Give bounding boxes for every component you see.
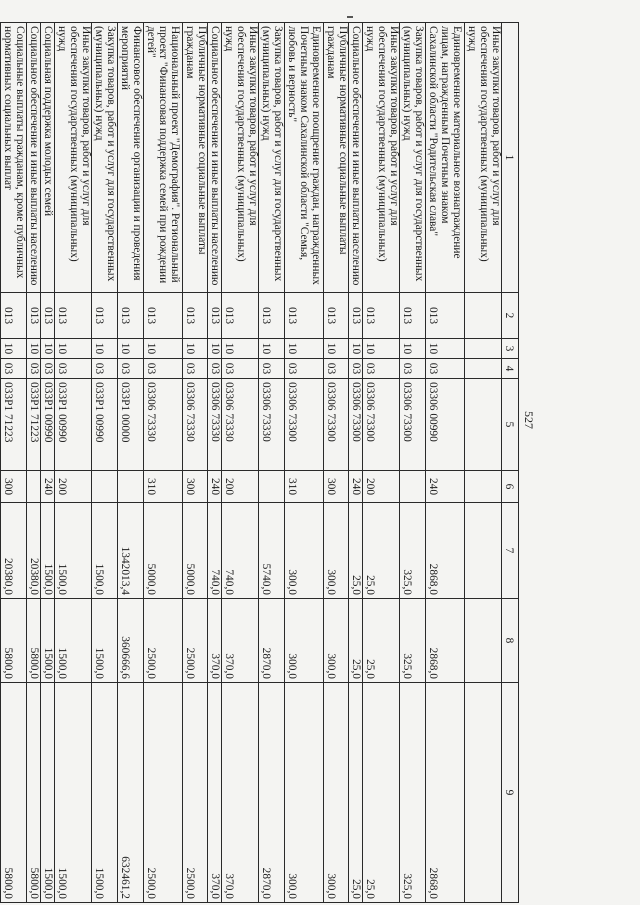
cell-col-3: 10 [92, 339, 118, 359]
cell-col-2: 013 [27, 293, 41, 339]
column-header-3: 3 [502, 339, 519, 359]
cell-col-7: 20380,0 [1, 503, 27, 599]
cell-col-3: 10 [259, 339, 285, 359]
cell-col-3: 10 [55, 339, 92, 359]
cell-col-7: 1342013,4 [118, 503, 144, 599]
cell-col-6: 240 [41, 471, 55, 503]
cell-col-9: 5800,0 [1, 683, 27, 903]
cell-col-3: 10 [426, 339, 465, 359]
cell-col-7: 300,0 [285, 503, 324, 599]
column-header-row [502, 23, 519, 903]
cell-col-9 [465, 683, 502, 903]
cell-col-4: 03 [259, 359, 285, 379]
cell-col-6 [400, 471, 426, 503]
cell-col-4: 03 [92, 359, 118, 379]
cell-col-1: Иные закупки товаров, работ и услуг для обеспечения государственных (муниципальных) нужд [465, 23, 502, 293]
cell-col-1: Единовременное материальное вознаграждение лицам, награжденным Почетным знаком Сахалинской области "Родительская слава" [426, 23, 465, 293]
cell-col-9: 2868,0 [426, 683, 465, 903]
cell-col-3: 10 [41, 339, 55, 359]
cell-col-9: 2500,0 [183, 683, 208, 903]
cell-col-1: Социальное обеспечение и иные выплаты населению [208, 23, 222, 293]
cell-col-2: 013 [41, 293, 55, 339]
cell-col-6 [27, 471, 41, 503]
cell-col-9: 25,0 [349, 683, 363, 903]
cell-col-5: 03306 73300 [349, 379, 363, 471]
table-row [259, 23, 285, 903]
cell-col-9: 632461,2 [118, 683, 144, 903]
cell-col-6: 300 [324, 471, 349, 503]
cell-col-9: 300,0 [324, 683, 349, 903]
cell-col-7: 5000,0 [183, 503, 208, 599]
cell-col-2: 013 [285, 293, 324, 339]
cell-col-8: 25,0 [363, 599, 400, 683]
cell-col-4: 03 [27, 359, 41, 379]
table-row [92, 23, 118, 903]
cell-col-3: 10 [324, 339, 349, 359]
column-header-1: 1 [502, 23, 519, 293]
column-header-6: 6 [502, 471, 519, 503]
table-row [144, 23, 183, 903]
cell-col-6: 300 [183, 471, 208, 503]
cell-col-3: 10 [144, 339, 183, 359]
column-header-9: 9 [502, 683, 519, 903]
cell-col-8: 360666,6 [118, 599, 144, 683]
cell-col-2: 013 [208, 293, 222, 339]
cell-col-1: Финансовое обеспечение организации и проведения мероприятий [118, 23, 144, 293]
cell-col-5: 03306 73330 [208, 379, 222, 471]
cell-col-5: 033Р1 00990 [55, 379, 92, 471]
cell-col-4: 03 [144, 359, 183, 379]
table-row [285, 23, 324, 903]
cell-col-1: Иные закупки товаров, работ и услуг для обеспечения государственных (муниципальных) нужд [363, 23, 400, 293]
cell-col-4: 03 [55, 359, 92, 379]
cell-col-7: 25,0 [349, 503, 363, 599]
cell-col-7: 300,0 [324, 503, 349, 599]
cell-col-2 [465, 293, 502, 339]
cell-col-4: 03 [324, 359, 349, 379]
cell-col-7: 1500,0 [55, 503, 92, 599]
cell-col-1: Закупка товаров, работ и услуг для государственных (муниципальных) нужд [400, 23, 426, 293]
cell-col-2: 013 [324, 293, 349, 339]
table-row [118, 23, 144, 903]
cell-col-6: 240 [426, 471, 465, 503]
cell-col-2: 013 [363, 293, 400, 339]
cell-col-1: Публичные нормативные социальные выплаты гражданам [183, 23, 208, 293]
cell-col-7: 25,0 [363, 503, 400, 599]
cell-col-4: 03 [41, 359, 55, 379]
table-row [465, 23, 502, 903]
cell-col-4: 03 [222, 359, 259, 379]
cell-col-5: 03306 73300 [285, 379, 324, 471]
cell-col-8: 1500,0 [92, 599, 118, 683]
cell-col-4: 03 [1, 359, 27, 379]
cell-col-4: 03 [208, 359, 222, 379]
cell-col-2: 013 [1, 293, 27, 339]
cell-col-3: 10 [1, 339, 27, 359]
cell-col-7: 325,0 [400, 503, 426, 599]
page-number: 527 [522, 411, 536, 429]
cell-col-5: 03306 73300 [363, 379, 400, 471]
table-row [208, 23, 222, 903]
cell-col-7: 20380,0 [27, 503, 41, 599]
column-header-8: 8 [502, 599, 519, 683]
table-body [0, 23, 502, 903]
cell-col-9: 1500,0 [55, 683, 92, 903]
cell-col-9: 370,0 [208, 683, 222, 903]
cell-col-7: 2868,0 [426, 503, 465, 599]
cell-col-2: 013 [118, 293, 144, 339]
column-header-7: 7 [502, 503, 519, 599]
cell-col-1: Закупка товаров, работ и услуг для государственных (муниципальных) нужд [92, 23, 118, 293]
table-row [55, 23, 92, 903]
cell-col-9: 300,0 [285, 683, 324, 903]
cell-col-9: 25,0 [363, 683, 400, 903]
cell-col-7: 5000,0 [144, 503, 183, 599]
cell-col-1: Социальное обеспечение и иные выплаты населению [27, 23, 41, 293]
cell-col-9: 5800,0 [27, 683, 41, 903]
cell-col-4 [465, 359, 502, 379]
cell-col-6: 310 [285, 471, 324, 503]
cell-col-6 [92, 471, 118, 503]
cell-col-4: 03 [426, 359, 465, 379]
cell-col-8: 2870,0 [259, 599, 285, 683]
cell-col-7: 740,0 [222, 503, 259, 599]
column-header-4: 4 [502, 359, 519, 379]
cell-col-6: 300 [1, 471, 27, 503]
cell-col-9: 2870,0 [259, 683, 285, 903]
cell-col-5: 03306 73330 [144, 379, 183, 471]
table-row [426, 23, 465, 903]
cell-col-6 [465, 471, 502, 503]
cell-col-1: Иные закупки товаров, работ и услуг для обеспечения государственных (муниципальных) нужд [55, 23, 92, 293]
cell-col-3: 10 [27, 339, 41, 359]
cell-col-3: 10 [183, 339, 208, 359]
cell-col-7: 1500,0 [92, 503, 118, 599]
cell-col-8: 370,0 [222, 599, 259, 683]
table-row [222, 23, 259, 903]
table-row [363, 23, 400, 903]
cell-col-5: 033Р1 00990 [92, 379, 118, 471]
cell-col-8: 300,0 [285, 599, 324, 683]
cell-col-3: 10 [285, 339, 324, 359]
cell-col-8: 5800,0 [1, 599, 27, 683]
cell-col-2: 013 [92, 293, 118, 339]
cell-col-6: 240 [349, 471, 363, 503]
cell-col-5: 033Р1 00000 [118, 379, 144, 471]
table-row [1, 23, 27, 903]
cell-col-7: 740,0 [208, 503, 222, 599]
cell-col-9: 2500,0 [144, 683, 183, 903]
cell-col-8: 325,0 [400, 599, 426, 683]
table-row [41, 23, 55, 903]
cell-col-1: Иные закупки товаров, работ и услуг для обеспечения государственных (муниципальных) нужд [222, 23, 259, 293]
cell-col-4: 03 [285, 359, 324, 379]
cell-col-2: 013 [55, 293, 92, 339]
cell-col-9: 325,0 [400, 683, 426, 903]
cell-col-5: 03306 73300 [324, 379, 349, 471]
cell-col-5: 03306 73330 [259, 379, 285, 471]
column-header-2: 2 [502, 293, 519, 339]
cell-col-8: 2500,0 [144, 599, 183, 683]
cell-col-2: 013 [183, 293, 208, 339]
cell-col-1: Публичные нормативные социальные выплаты гражданам [324, 23, 349, 293]
cell-col-6: 200 [55, 471, 92, 503]
table-row [349, 23, 363, 903]
cell-col-6: 240 [208, 471, 222, 503]
cell-col-4: 03 [183, 359, 208, 379]
cell-col-8: 1500,0 [55, 599, 92, 683]
cell-col-9: 370,0 [222, 683, 259, 903]
cell-col-7 [465, 503, 502, 599]
cell-col-6: 200 [363, 471, 400, 503]
cell-col-3: 10 [118, 339, 144, 359]
cell-col-8: 2500,0 [183, 599, 208, 683]
cell-col-9: 1500,0 [41, 683, 55, 903]
cell-col-3 [465, 339, 502, 359]
cell-col-8: 5800,0 [27, 599, 41, 683]
cell-col-8: 25,0 [349, 599, 363, 683]
cell-col-5: 033Р1 71223 [1, 379, 27, 471]
cell-col-8: 2868,0 [426, 599, 465, 683]
cell-col-8: 370,0 [208, 599, 222, 683]
cell-col-2: 013 [259, 293, 285, 339]
cell-col-5: 03306 00990 [426, 379, 465, 471]
budget-table [0, 22, 519, 903]
cell-col-6: 200 [222, 471, 259, 503]
cell-col-8 [465, 599, 502, 683]
cell-col-2: 013 [144, 293, 183, 339]
cell-col-9: 1500,0 [92, 683, 118, 903]
cell-col-4: 03 [400, 359, 426, 379]
table-row [324, 23, 349, 903]
cell-col-5 [465, 379, 502, 471]
cell-col-2: 013 [400, 293, 426, 339]
cell-col-8: 300,0 [324, 599, 349, 683]
cell-col-5: 033Р1 00990 [41, 379, 55, 471]
cell-col-4: 03 [118, 359, 144, 379]
cell-col-5: 03306 73330 [183, 379, 208, 471]
cell-col-1: Социальная поддержка молодых семей [41, 23, 55, 293]
cell-col-3: 10 [349, 339, 363, 359]
cell-col-2: 013 [222, 293, 259, 339]
table-row [183, 23, 208, 903]
cell-col-3: 10 [222, 339, 259, 359]
cell-col-5: 03306 73300 [400, 379, 426, 471]
cell-col-6 [259, 471, 285, 503]
cell-col-1: Социальное обеспечение и иные выплаты населению [349, 23, 363, 293]
cell-col-4: 03 [363, 359, 400, 379]
cell-col-3: 10 [208, 339, 222, 359]
cell-col-1: Национальный проект "Демография". Региональный проект "Финансовая поддержка семей при рождении детей" [144, 23, 183, 293]
cell-col-8: 1500,0 [41, 599, 55, 683]
table-row [27, 23, 41, 903]
cell-col-3: 10 [363, 339, 400, 359]
column-header-5: 5 [502, 379, 519, 471]
cell-col-1: Социальные выплаты гражданам, кроме публичных нормативных социальных выплат [1, 23, 27, 293]
cell-col-7: 5740,0 [259, 503, 285, 599]
cell-col-5: 03306 73330 [222, 379, 259, 471]
cell-col-5: 033Р1 71223 [27, 379, 41, 471]
cell-col-2: 013 [426, 293, 465, 339]
cell-col-1: Единовременное поощрение граждан, награжденных Почетным знаком Сахалинской области "Семья, любовь и верность" [285, 23, 324, 293]
cell-col-1: Закупка товаров, работ и услуг для государственных (муниципальных) нужд [259, 23, 285, 293]
cell-col-6 [118, 471, 144, 503]
table-row [400, 23, 426, 903]
cell-col-3: 10 [400, 339, 426, 359]
cell-col-6: 310 [144, 471, 183, 503]
cell-col-7: 1500,0 [41, 503, 55, 599]
cell-col-4: 03 [349, 359, 363, 379]
cell-col-2: 013 [349, 293, 363, 339]
